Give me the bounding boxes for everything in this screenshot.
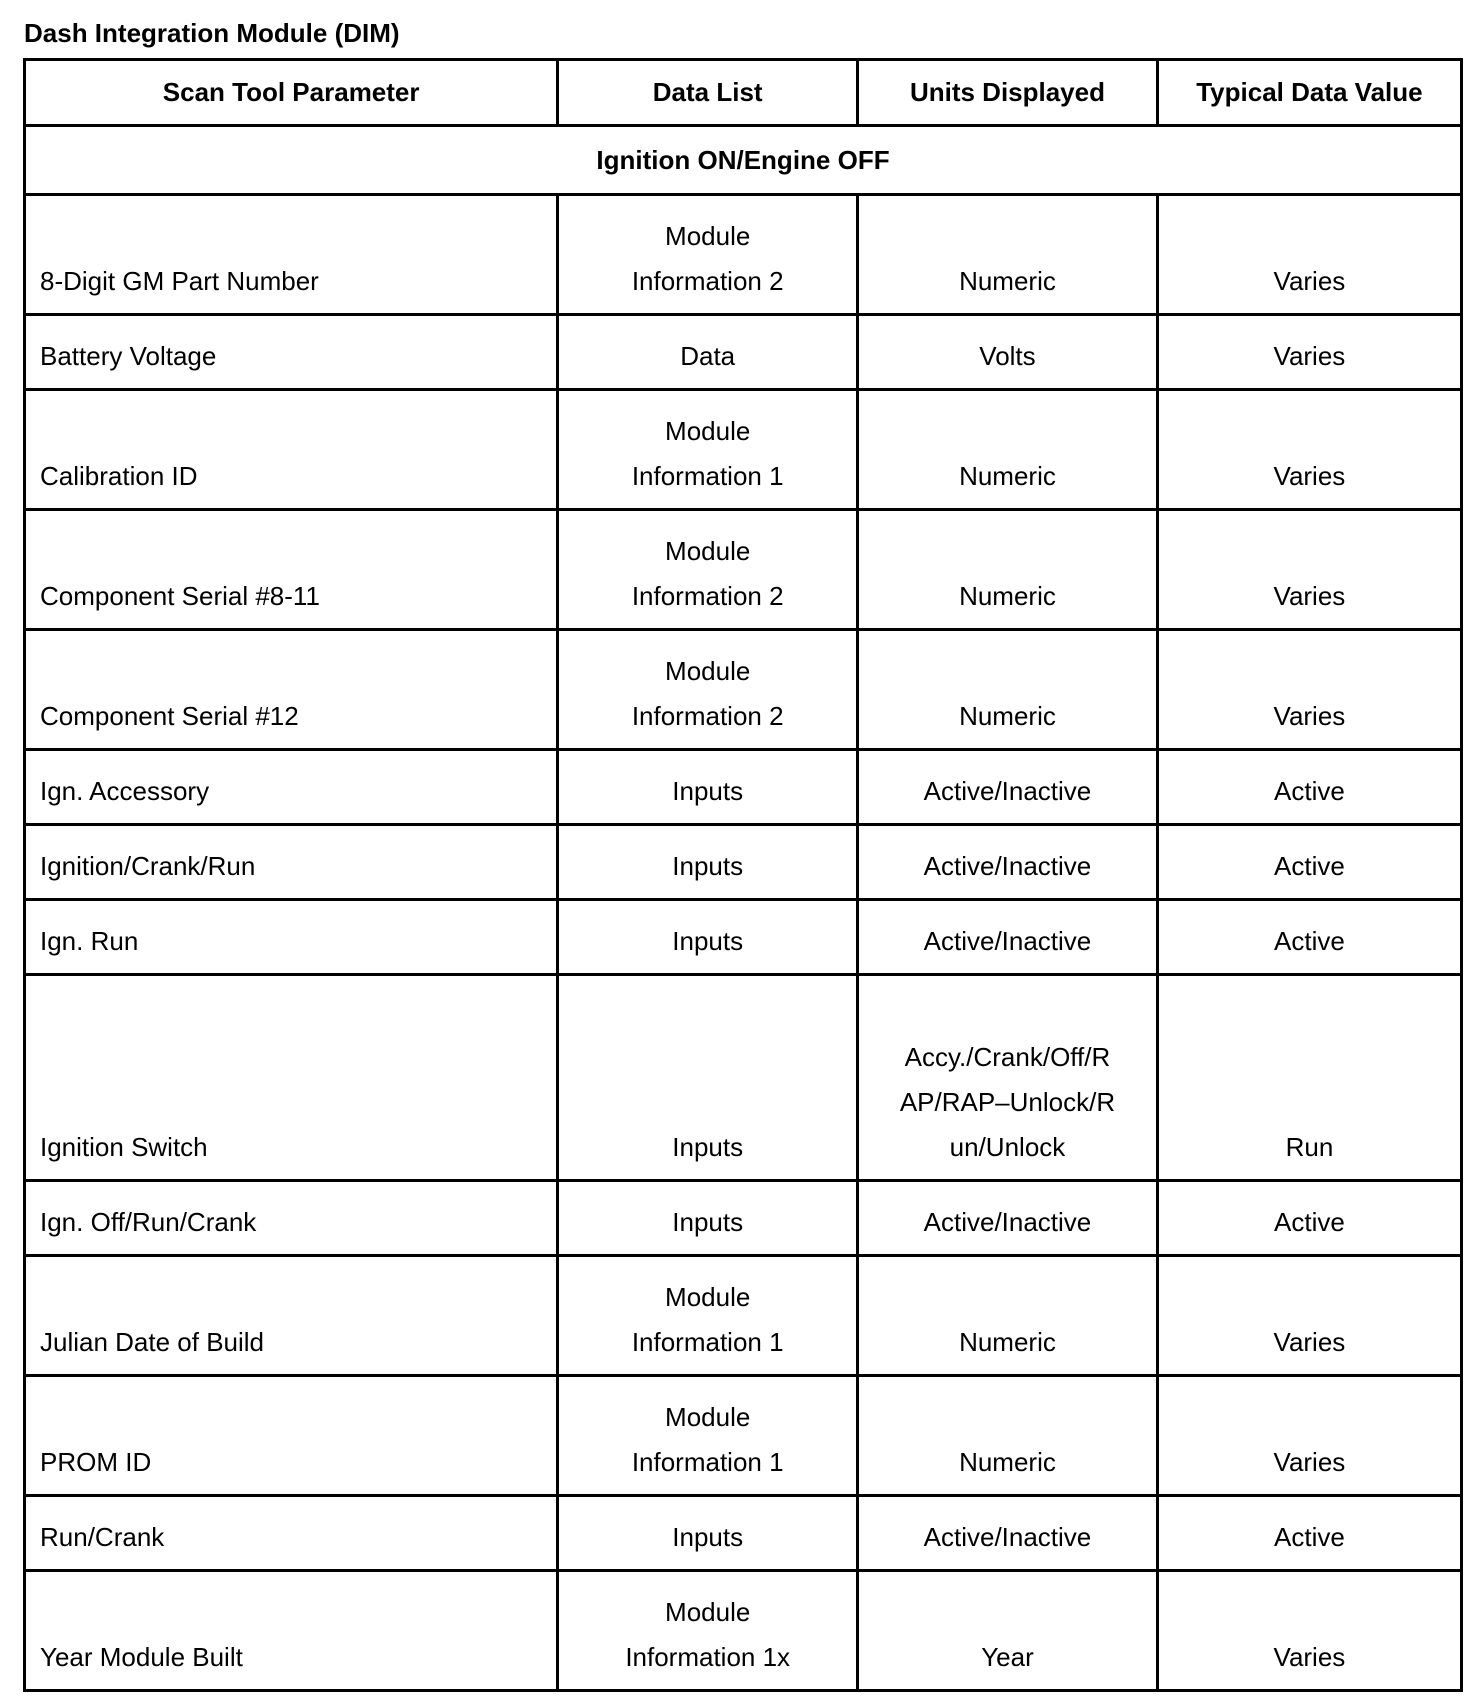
cell-line: Year [981, 1642, 1034, 1672]
table-row [25, 510, 1462, 630]
cell-line: Inputs [672, 851, 744, 881]
cell-line: Numeric [959, 1447, 1056, 1477]
cell-line: Module [665, 221, 751, 251]
cell-line: Data [680, 341, 736, 371]
cell-units-displayed [858, 390, 1158, 510]
cell-line: Numeric [959, 701, 1056, 731]
cell-line: Module [665, 1597, 751, 1627]
cell-data-list [558, 975, 858, 1181]
cell-scan-tool-parameter: Ign. Off/Run/Crank [25, 1181, 558, 1256]
cell-units-displayed [858, 510, 1158, 630]
cell-line: Active/Inactive [923, 851, 1092, 881]
cell-typical-data-value: Active [1157, 1181, 1461, 1256]
cell-typical-data-value: Varies [1157, 1376, 1461, 1496]
cell-units-displayed [858, 630, 1158, 750]
cell-data-list [558, 1376, 858, 1496]
cell-data-list [558, 1571, 858, 1691]
column-header-units-displayed: Units Displayed [858, 60, 1158, 126]
cell-line: Information 2 [631, 266, 784, 296]
table-row [25, 315, 1462, 390]
cell-data-list [558, 195, 858, 315]
cell-line: Module [665, 656, 751, 686]
cell-scan-tool-parameter: Ignition Switch [25, 975, 558, 1181]
cell-line: Active/Inactive [923, 776, 1092, 806]
table-row [25, 1571, 1462, 1691]
cell-data-list [558, 315, 858, 390]
cell-line: Information 1 [631, 1327, 784, 1357]
cell-typical-data-value: Active [1157, 900, 1461, 975]
cell-data-list [558, 630, 858, 750]
cell-line: Numeric [959, 461, 1056, 491]
cell-line: Information 1 [631, 1447, 784, 1477]
cell-data-list [558, 1256, 858, 1376]
cell-line: Module [665, 1282, 751, 1312]
cell-line: Inputs [672, 1522, 744, 1552]
cell-line: Numeric [959, 266, 1056, 296]
cell-scan-tool-parameter: Component Serial #12 [25, 630, 558, 750]
cell-data-list [558, 510, 858, 630]
cell-line: Accy./Crank/Off/R [904, 1042, 1111, 1072]
cell-line: Module [665, 416, 751, 446]
cell-units-displayed [858, 315, 1158, 390]
column-header-data-list: Data List [558, 60, 858, 126]
table-header-row [25, 60, 1462, 126]
cell-data-list [558, 390, 858, 510]
cell-scan-tool-parameter: 8-Digit GM Part Number [25, 195, 558, 315]
cell-typical-data-value: Active [1157, 750, 1461, 825]
cell-line: un/Unlock [949, 1132, 1066, 1162]
cell-scan-tool-parameter: Run/Crank [25, 1496, 558, 1571]
cell-units-displayed [858, 900, 1158, 975]
cell-typical-data-value: Varies [1157, 315, 1461, 390]
cell-units-displayed [858, 1181, 1158, 1256]
cell-line: Information 1 [631, 461, 784, 491]
cell-typical-data-value: Active [1157, 1496, 1461, 1571]
cell-line: Module [665, 1402, 751, 1432]
cell-scan-tool-parameter: Ign. Run [25, 900, 558, 975]
cell-scan-tool-parameter: Calibration ID [25, 390, 558, 510]
table-row [25, 630, 1462, 750]
cell-scan-tool-parameter: Ignition/Crank/Run [25, 825, 558, 900]
cell-data-list [558, 900, 858, 975]
table-row [25, 1496, 1462, 1571]
scan-tool-data-table [23, 58, 1463, 1692]
cell-line: Information 2 [631, 581, 784, 611]
table-row [25, 750, 1462, 825]
cell-units-displayed [858, 195, 1158, 315]
table-row [25, 825, 1462, 900]
table-row [25, 1376, 1462, 1496]
cell-typical-data-value: Varies [1157, 1571, 1461, 1691]
section-label: Ignition ON/Engine OFF [25, 126, 1462, 195]
cell-scan-tool-parameter: Year Module Built [25, 1571, 558, 1691]
cell-units-displayed [858, 1256, 1158, 1376]
cell-line: Active/Inactive [923, 926, 1092, 956]
table-row [25, 1256, 1462, 1376]
cell-line: Active/Inactive [923, 1522, 1092, 1552]
cell-units-displayed [858, 975, 1158, 1181]
table-row [25, 1181, 1462, 1256]
cell-typical-data-value: Varies [1157, 510, 1461, 630]
cell-line: Inputs [672, 1207, 744, 1237]
cell-line: Numeric [959, 1327, 1056, 1357]
cell-typical-data-value: Active [1157, 825, 1461, 900]
column-header-typical-data-value: Typical Data Value [1157, 60, 1461, 126]
cell-units-displayed [858, 825, 1158, 900]
cell-units-displayed [858, 1571, 1158, 1691]
cell-typical-data-value: Varies [1157, 390, 1461, 510]
cell-scan-tool-parameter: Julian Date of Build [25, 1256, 558, 1376]
cell-units-displayed [858, 1496, 1158, 1571]
cell-line: Inputs [672, 1132, 744, 1162]
cell-scan-tool-parameter: Battery Voltage [25, 315, 558, 390]
cell-units-displayed [858, 750, 1158, 825]
cell-line: Module [665, 536, 751, 566]
cell-typical-data-value: Varies [1157, 1256, 1461, 1376]
cell-data-list [558, 1181, 858, 1256]
cell-typical-data-value: Varies [1157, 630, 1461, 750]
cell-typical-data-value: Run [1157, 975, 1461, 1181]
cell-typical-data-value: Varies [1157, 195, 1461, 315]
cell-line: Inputs [672, 926, 744, 956]
cell-line: Information 2 [631, 701, 784, 731]
cell-line: AP/RAP–Unlock/R [899, 1087, 1116, 1117]
cell-data-list [558, 750, 858, 825]
cell-line: Volts [979, 341, 1036, 371]
table-row [25, 195, 1462, 315]
cell-scan-tool-parameter: Component Serial #8-11 [25, 510, 558, 630]
table-row [25, 975, 1462, 1181]
cell-line: Active/Inactive [923, 1207, 1092, 1237]
table-row [25, 390, 1462, 510]
document-title: Dash Integration Module (DIM) [24, 18, 400, 48]
cell-units-displayed [858, 1376, 1158, 1496]
cell-line: Numeric [959, 581, 1056, 611]
cell-data-list [558, 825, 858, 900]
cell-line: Information 1x [625, 1642, 791, 1672]
cell-line: Inputs [672, 776, 744, 806]
section-row [25, 126, 1462, 195]
column-header-scan-tool-parameter: Scan Tool Parameter [25, 60, 558, 126]
cell-scan-tool-parameter: Ign. Accessory [25, 750, 558, 825]
cell-data-list [558, 1496, 858, 1571]
table-row [25, 900, 1462, 975]
cell-scan-tool-parameter: PROM ID [25, 1376, 558, 1496]
